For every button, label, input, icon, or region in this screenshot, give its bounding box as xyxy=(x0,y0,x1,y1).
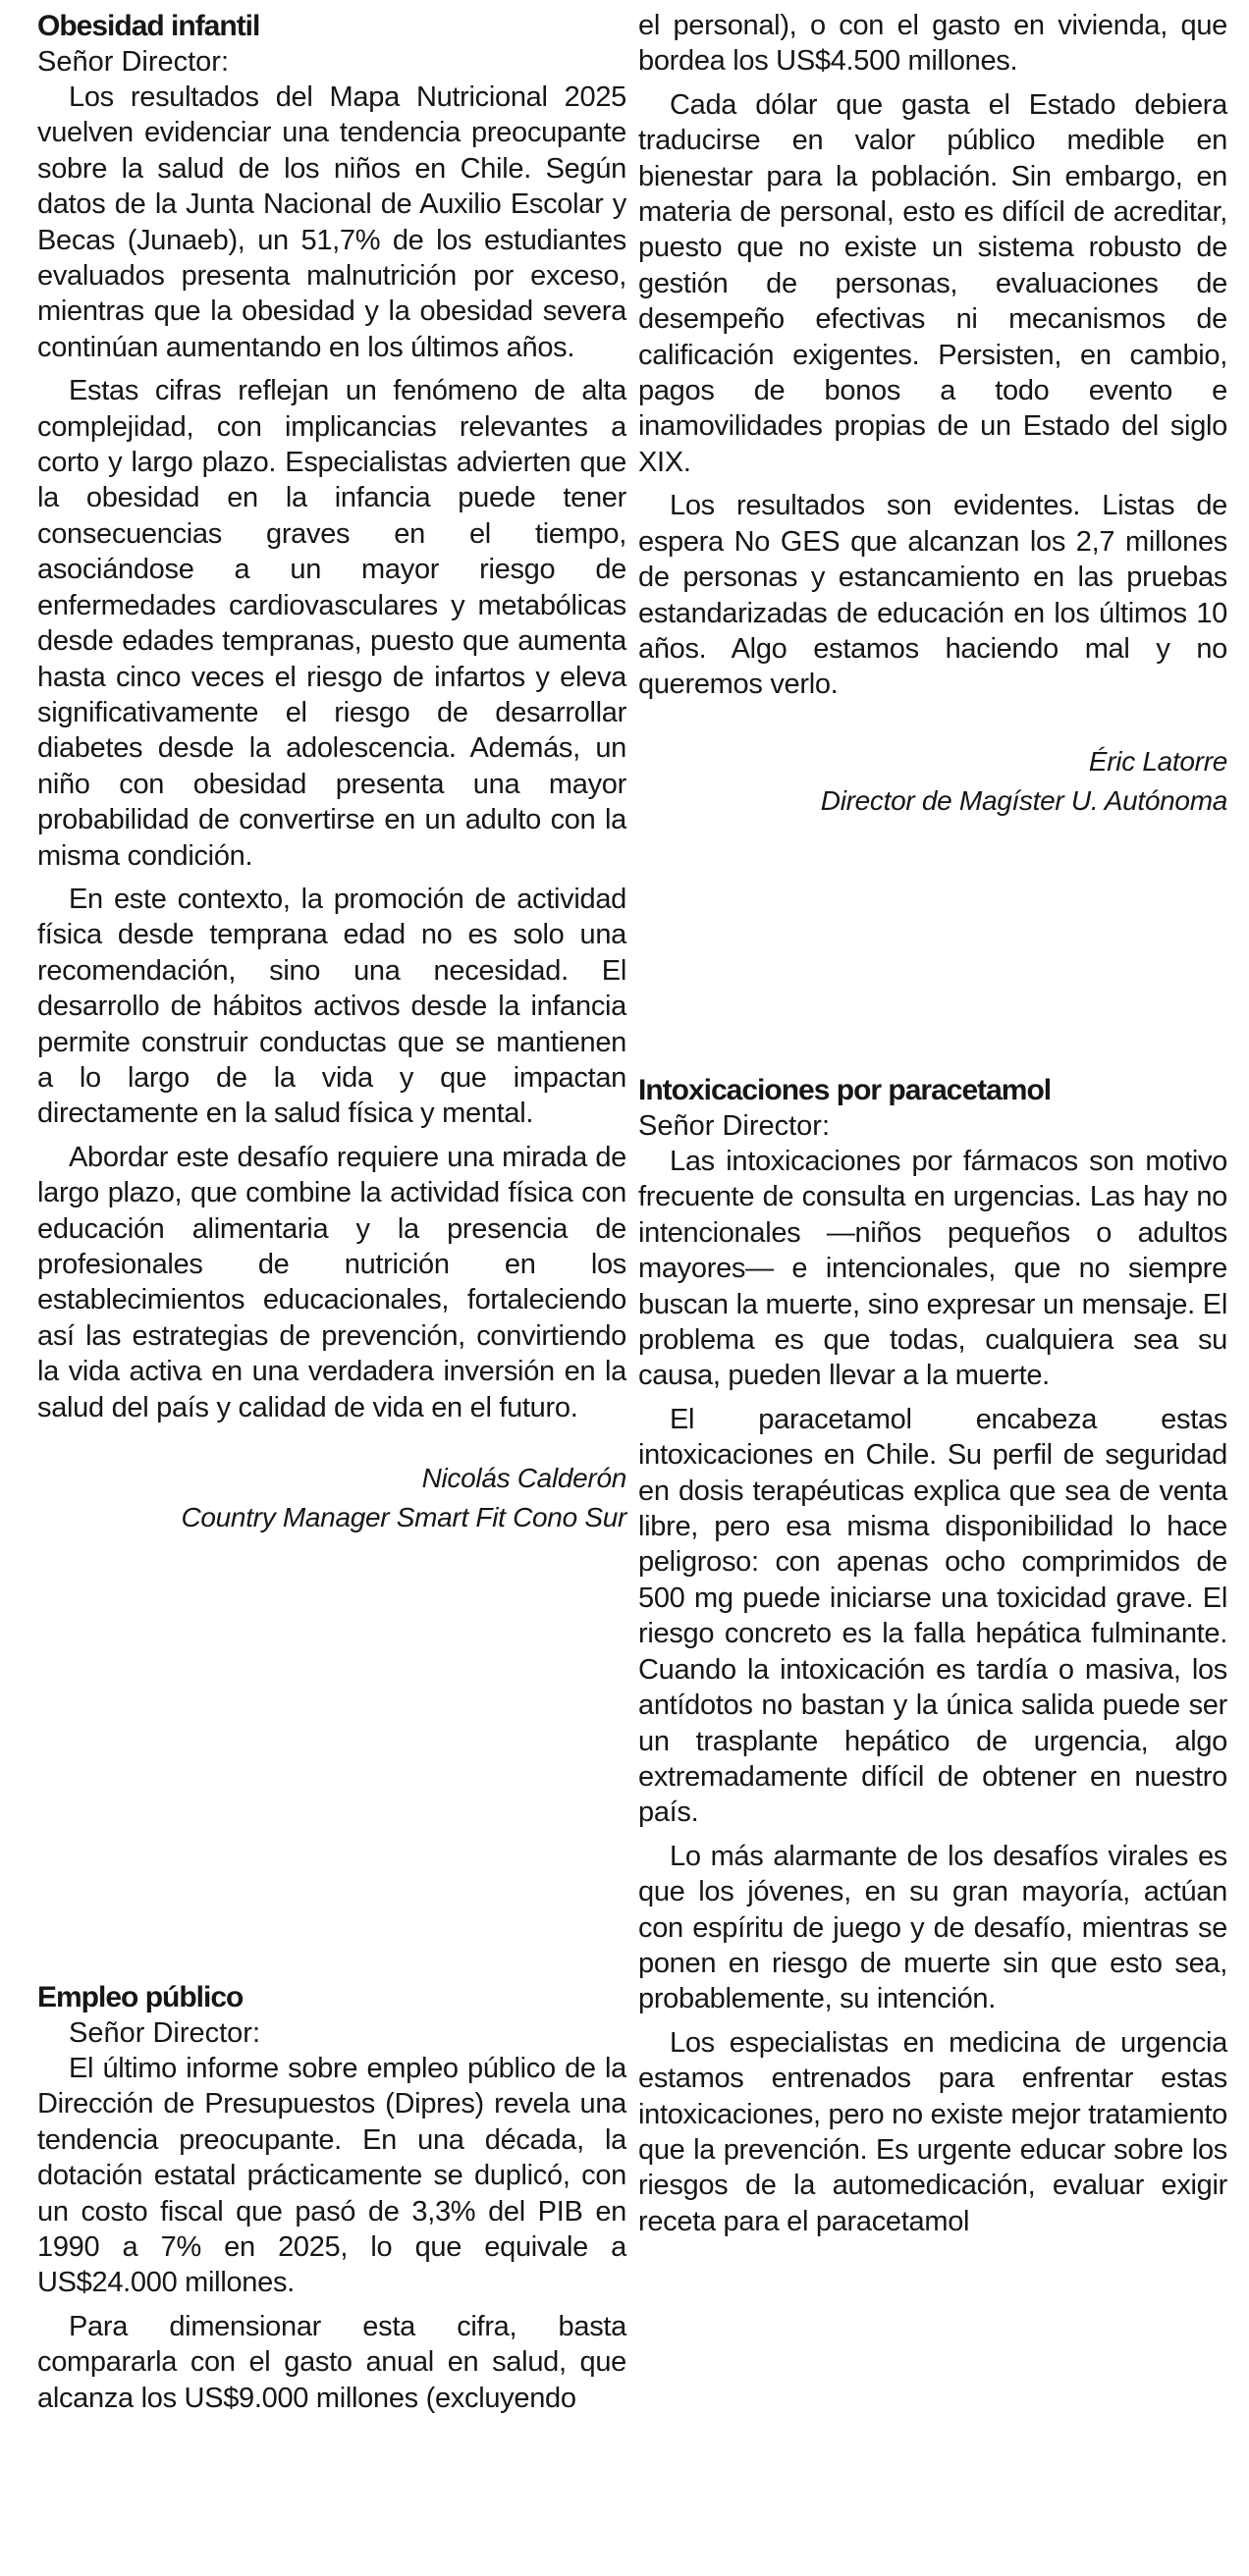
signature-role: Director de Magíster U. Autónoma xyxy=(820,784,1227,816)
letter-paragraph: En este contexto, la promoción de actividad física desde temprana edad no es solo una recomendación, sino una necesidad. El desarrollo de hábitos activos desde la infancia permite construir conductas que se mantienen a lo largo de la vida y que impactan directamente en la salud física y mental. xyxy=(37,883,626,1130)
letter-empleo-publico-continued xyxy=(638,8,1227,821)
signature-name: Nicolás Calderón xyxy=(421,1463,626,1494)
letter-title: Obesidad infantil xyxy=(37,10,260,42)
signature-role: Country Manager Smart Fit Cono Sur xyxy=(181,1502,626,1533)
letter-paragraph: El último informe sobre empleo público de la Dirección de Presupuestos (Dipres) revela una tendencia preocupante. En una década, la dotación estatal prácticamente se duplicó, con un costo fiscal que pasó de 3,3% del PIB en 1990 a 7% en 2025, lo que equivale a US$24.000 millones. xyxy=(37,2053,626,2299)
letter-paragraph-continued: el personal), o con el gasto en vivienda, que bordea los US$4.500 millones. xyxy=(638,10,1227,78)
letter-title: Intoxicaciones por paracetamol xyxy=(638,1074,1052,1106)
letter-obesidad-infantil xyxy=(37,8,626,1537)
letter-intoxicaciones-paracetamol xyxy=(638,1072,1227,2239)
letter-paragraph: Las intoxicaciones por fármacos son motivo frecuente de consulta en urgencias. Las hay no intencionales —niños pequeños o adultos mayores— e intencionales, que no siempre buscan la muerte, sino expresar un mensaje. El problema es que todas, cualquiera sea su causa, pueden llevar a la muerte. xyxy=(638,1146,1227,1392)
letter-salutation: Señor Director: xyxy=(37,46,230,78)
letter-paragraph: Los especialistas en medicina de urgencia estamos entrenados para enfrentar estas intoxicaciones, pero no existe mejor tratamiento que la prevención. Es urgente educar sobre los riesgos de la automedicación, evaluar exigir receta para el paracetamol xyxy=(638,2026,1227,2237)
letter-empleo-publico xyxy=(37,1979,626,2416)
letter-paragraph: Lo más alarmante de los desafíos virales es que los jóvenes, en su gran mayoría, actúan con espíritu de juego y de desafío, mientras se ponen en riesgo de muerte sin que esto sea, probablemente, su intención. xyxy=(638,1840,1227,2015)
letter-paragraph: Estas cifras reflejan un fenómeno de alta complejidad, con implicancias relevantes a corto y largo plazo. Especialistas advierten que la obesidad en la infancia puede tener consecuencias graves en el tiempo, asociándose a un mayor riesgo de enfermedades cardiovasculares y metabólicas desde edades tempranas, puesto que aumenta hasta cinco veces el riesgo de infartos y eleva significativamente el riesgo de desarrollar diabetes desde la adolescencia. Además, un niño con obesidad presenta una mayor probabilidad de convertirse en un adulto con la misma condición. xyxy=(37,375,626,872)
letter-signature xyxy=(638,742,1227,821)
letter-title: Empleo público xyxy=(37,1981,244,2013)
letter-paragraph: Abordar este desafío requiere una mirada de largo plazo, que combine la actividad física con educación alimentaria y la presencia de profesionales de nutrición en los establecimientos educacionales, fortaleciendo así las estrategias de prevención, convirtiendo la vida activa en una verdadera inversión en la salud del país y calidad de vida en el futuro. xyxy=(37,1141,626,1423)
letter-paragraph: Cada dólar que gasta el Estado debiera traducirse en valor público medible en bienestar para la población. Sin embargo, en materia de personal, esto es difícil de acreditar, puesto que no existe un sistema robusto de gestión de personas, evaluaciones de desempeño efectivas ni mecanismos de calificación exigentes. Persisten, en cambio, pagos de bonos a todo evento e inamovilidades propias de un Estado del siglo XIX. xyxy=(638,88,1227,478)
signature-name: Éric Latorre xyxy=(1088,745,1227,777)
letter-paragraph: Para dimensionar esta cifra, basta compararla con el gasto anual en salud, que alcanza los US$9.000 millones (excluyendo xyxy=(37,2310,626,2414)
letter-salutation: Señor Director: xyxy=(69,2017,261,2049)
letter-salutation: Señor Director: xyxy=(638,1110,831,1142)
letter-paragraph: Los resultados del Mapa Nutricional 2025 vuelven evidenciar una tendencia preocupante sobre la salud de los niños en Chile. Según datos de la Junta Nacional de Auxilio Escolar y Becas (Junaeb), un 51,7% de los estudiantes evaluados presenta malnutrición por exceso, mientras que la obesidad y la obesidad severa continúan aumentando en los últimos años. xyxy=(37,81,626,363)
letter-paragraph: Los resultados son evidentes. Listas de espera No GES que alcanzan los 2,7 millones de personas y estancamiento en las pruebas estandarizadas de educación en los últimos 10 años. Algo estamos haciendo mal y no queremos verlo. xyxy=(638,490,1227,701)
letter-signature xyxy=(37,1459,626,1537)
letter-paragraph: El paracetamol encabeza estas intoxicaciones en Chile. Su perfil de seguridad en dosis terapéuticas explica que sea de venta libre, pero esa misma disponibilidad lo hace peligroso: con apenas ocho comprimidos de 500 mg puede iniciarse una toxicidad grave. El riesgo concreto es la falla hepática fulminante. Cuando la intoxicación es tardía o masiva, los antídotos no bastan y la única salida puede ser un trasplante hepático de urgencia, algo extremadamente difícil de obtener en nuestro país. xyxy=(638,1403,1227,1829)
